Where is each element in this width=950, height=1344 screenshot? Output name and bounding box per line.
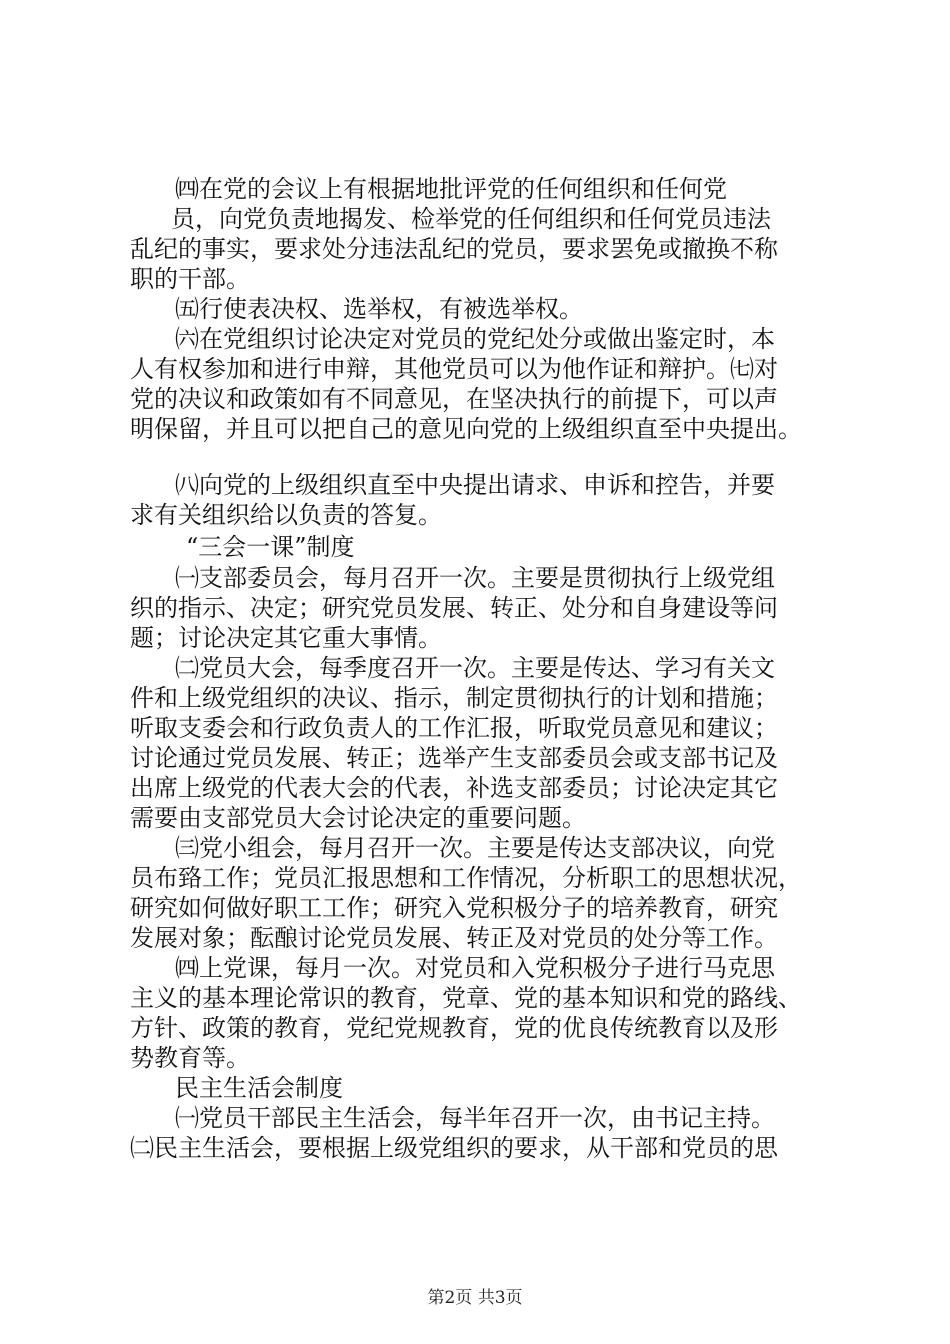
text-line: “三会一课”制度	[186, 533, 355, 561]
text-line: 员，向党负责地揭发、检举党的任何组织和任何党员违法	[171, 205, 771, 233]
text-line: ㈤行使表决权、选举权，有被选举权。	[175, 295, 583, 323]
text-line: 员布臵工作；党员汇报思想和工作情况，分析职工的思想状况，	[130, 864, 802, 892]
text-line: ㈣上党课，每月一次。对党员和入党积极分子进行马克思	[175, 954, 775, 982]
text-line: 听取支委会和行政负责人的工作汇报，听取党员意见和建议；	[130, 714, 778, 742]
text-line: 讨论通过党员发展、转正；选举产生支部委员会或支部书记及	[130, 744, 778, 772]
text-line: 人有权参加和进行申辩，其他党员可以为他作证和辩护。㈦对	[130, 355, 778, 383]
text-line: ㈡民主生活会，要根据上级党组织的要求，从干部和党员的思	[130, 1134, 778, 1162]
text-line: ㈣在党的会议上有根据地批评党的任何组织和任何党	[175, 175, 727, 203]
text-line: 职的干部。	[130, 265, 250, 293]
text-line: 主义的基本理论常识的教育，党章、党的基本知识和党的路线、	[130, 984, 802, 1012]
text-line: ㈠党员干部民主生活会，每半年召开一次，由书记主持。	[175, 1104, 775, 1132]
text-line: ㈥在党组织讨论决定对党员的党纪处分或做出鉴定时，本	[175, 325, 775, 353]
text-line: 势教育等。	[130, 1044, 250, 1072]
text-line: ㈢党小组会，每月召开一次。主要是传达支部决议，向党	[175, 834, 775, 862]
text-line: 需要由支部党员大会讨论决定的重要问题。	[130, 804, 586, 832]
text-line: 方针、政策的教育，党纪党规教育，党的优良传统教育以及形	[130, 1014, 778, 1042]
text-line: ㈠支部委员会，每月召开一次。主要是贯彻执行上级党组	[175, 564, 775, 592]
text-line: 民主生活会制度	[175, 1074, 343, 1102]
page-footer: 第2页 共3页	[427, 1288, 523, 1308]
text-line: 研究如何做好职工工作；研究入党积极分子的培养教育，研究	[130, 894, 778, 922]
text-line: 乱纪的事实，要求处分违法乱纪的党员，要求罢免或撤换不称	[130, 235, 778, 263]
text-line: ㈡党员大会，每季度召开一次。主要是传达、学习有关文	[175, 654, 775, 682]
text-line: 明保留，并且可以把自己的意见向党的上级组织直至中央提出。	[130, 415, 802, 443]
text-line: 出席上级党的代表大会的代表，补选支部委员；讨论决定其它	[130, 774, 778, 802]
text-line: 求有关组织给以负责的答复。	[130, 501, 442, 529]
text-line: 题；讨论决定其它重大事情。	[130, 624, 442, 652]
text-line: ㈧向党的上级组织直至中央提出请求、申诉和控告，并要	[175, 471, 775, 499]
text-line: 党的决议和政策如有不同意见，在坚决执行的前提下，可以声	[130, 385, 778, 413]
text-line: 织的指示、决定；研究党员发展、转正、处分和自身建设等问	[130, 594, 778, 622]
text-line: 件和上级党组织的决议、指示，制定贯彻执行的计划和措施；	[130, 684, 778, 712]
text-line: 发展对象；酝酿讨论党员发展、转正及对党员的处分等工作。	[130, 924, 778, 952]
